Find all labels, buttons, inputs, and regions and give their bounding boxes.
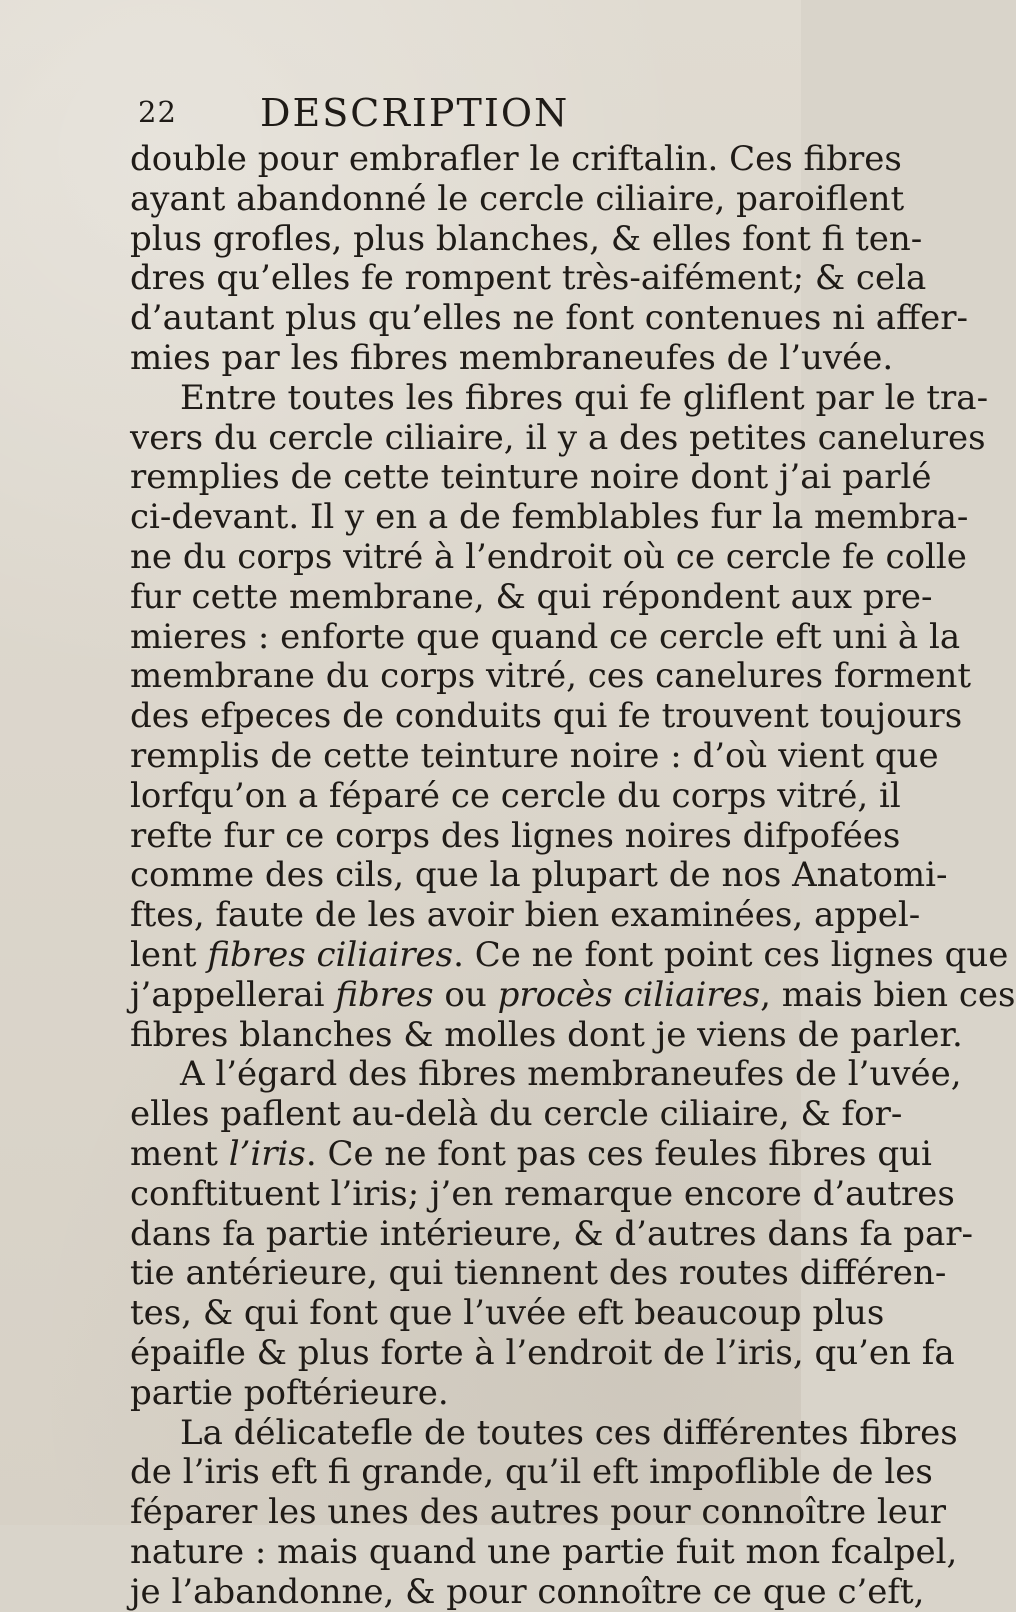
text-line: comme des cils, que la plupart de nos Anatomi-: [130, 855, 948, 896]
body-text: [130, 139, 1016, 1612]
text-line: partie poftérieure.: [130, 1372, 449, 1413]
text-line: ne du corps vitré à l’endroit où ce cercle fe colle: [130, 536, 967, 577]
text-line: fur cette membrane, & qui répondent aux pre-: [130, 576, 933, 617]
text-line: conftituent l’iris; j’en remarque encore d’autres: [130, 1173, 955, 1214]
text-line: d’autant plus qu’elles ne font contenues ni affer-: [130, 298, 969, 339]
paragraph-start-line: Entre toutes les fibres qui fe gliflent par le tra-: [180, 377, 989, 418]
text-line: plus grofles, plus blanches, & elles font fi ten-: [130, 218, 923, 259]
text-line: dres qu’elles fe rompent très-aifément; & cela: [130, 258, 927, 299]
italic-term: fibres ciliaires: [207, 934, 454, 975]
text-line: épaifle & plus forte à l’endroit de l’iris, qu’en fa: [130, 1332, 955, 1373]
text-line: tie antérieure, qui tiennent des routes différen-: [130, 1253, 947, 1294]
text-line: ment l’iris. Ce ne font pas ces feules fibres qui: [130, 1133, 932, 1174]
italic-term: fibres: [335, 974, 434, 1015]
italic-term: l’iris: [228, 1133, 306, 1174]
text-line: des efpeces de conduits qui fe trouvent toujours: [130, 696, 963, 737]
text-line: lorfqu’on a féparé ce cercle du corps vitré, il: [130, 775, 901, 816]
text-line: double pour embrafler le criftalin. Ces fibres: [130, 139, 902, 179]
text-line: ayant abandonné le cercle ciliaire, paroiflent: [130, 178, 905, 219]
text-line: remplis de cette teinture noire : d’où vient que: [130, 735, 939, 776]
text-line: j’appellerai fibres ou procès ciliaires, mais bien ces: [130, 974, 1016, 1015]
text-line: fibres blanches & molles dont je viens de parler.: [130, 1014, 963, 1055]
text-line: elles paflent au-delà du cercle ciliaire, & for-: [130, 1094, 903, 1135]
text-line: refte fur ce corps des lignes noires difpofées: [130, 815, 901, 856]
paragraph-start-line: La délicatefle de toutes ces différentes fibres: [180, 1412, 958, 1453]
text-line: de l’iris eft fi grande, qu’il eft impoflible de les: [130, 1452, 933, 1493]
text-line: lent fibres ciliaires. Ce ne font point ces lignes que: [130, 934, 1009, 975]
text-line: ci-devant. Il y en a de femblables fur la membra-: [130, 497, 969, 538]
text-line: mies par les fibres membraneufes de l’uvée.: [130, 337, 894, 378]
paragraph-start-line: A l’égard des fibres membraneufes de l’uvée,: [180, 1054, 962, 1095]
text-line: vers du cercle ciliaire, il y a des petites canelures: [130, 417, 986, 458]
page-header: [138, 91, 638, 138]
text-line: nature : mais quand une partie fuit mon fcalpel,: [130, 1531, 958, 1572]
text-line: mieres : enforte que quand ce cercle eft uni à la: [130, 616, 961, 657]
text-line: ftes, faute de les avoir bien examinées, appel-: [130, 895, 921, 936]
text-line: féparer les unes des autres pour connoître leur: [130, 1492, 947, 1533]
text-line: membrane du corps vitré, ces canelures forment: [130, 656, 972, 697]
running-title: DESCRIPTION: [260, 91, 570, 135]
italic-term: procès ciliaires: [497, 974, 761, 1015]
text-line: remplies de cette teinture noire dont j’ai parlé: [130, 457, 932, 498]
text-line: tes, & qui font que l’uvée eft beaucoup plus: [130, 1293, 885, 1334]
page-number: 22: [138, 95, 177, 129]
text-line: je l’abandonne, & pour connoître ce que c’eft,: [130, 1571, 925, 1612]
text-line: dans fa partie intérieure, & d’autres dans fa par-: [130, 1213, 974, 1254]
